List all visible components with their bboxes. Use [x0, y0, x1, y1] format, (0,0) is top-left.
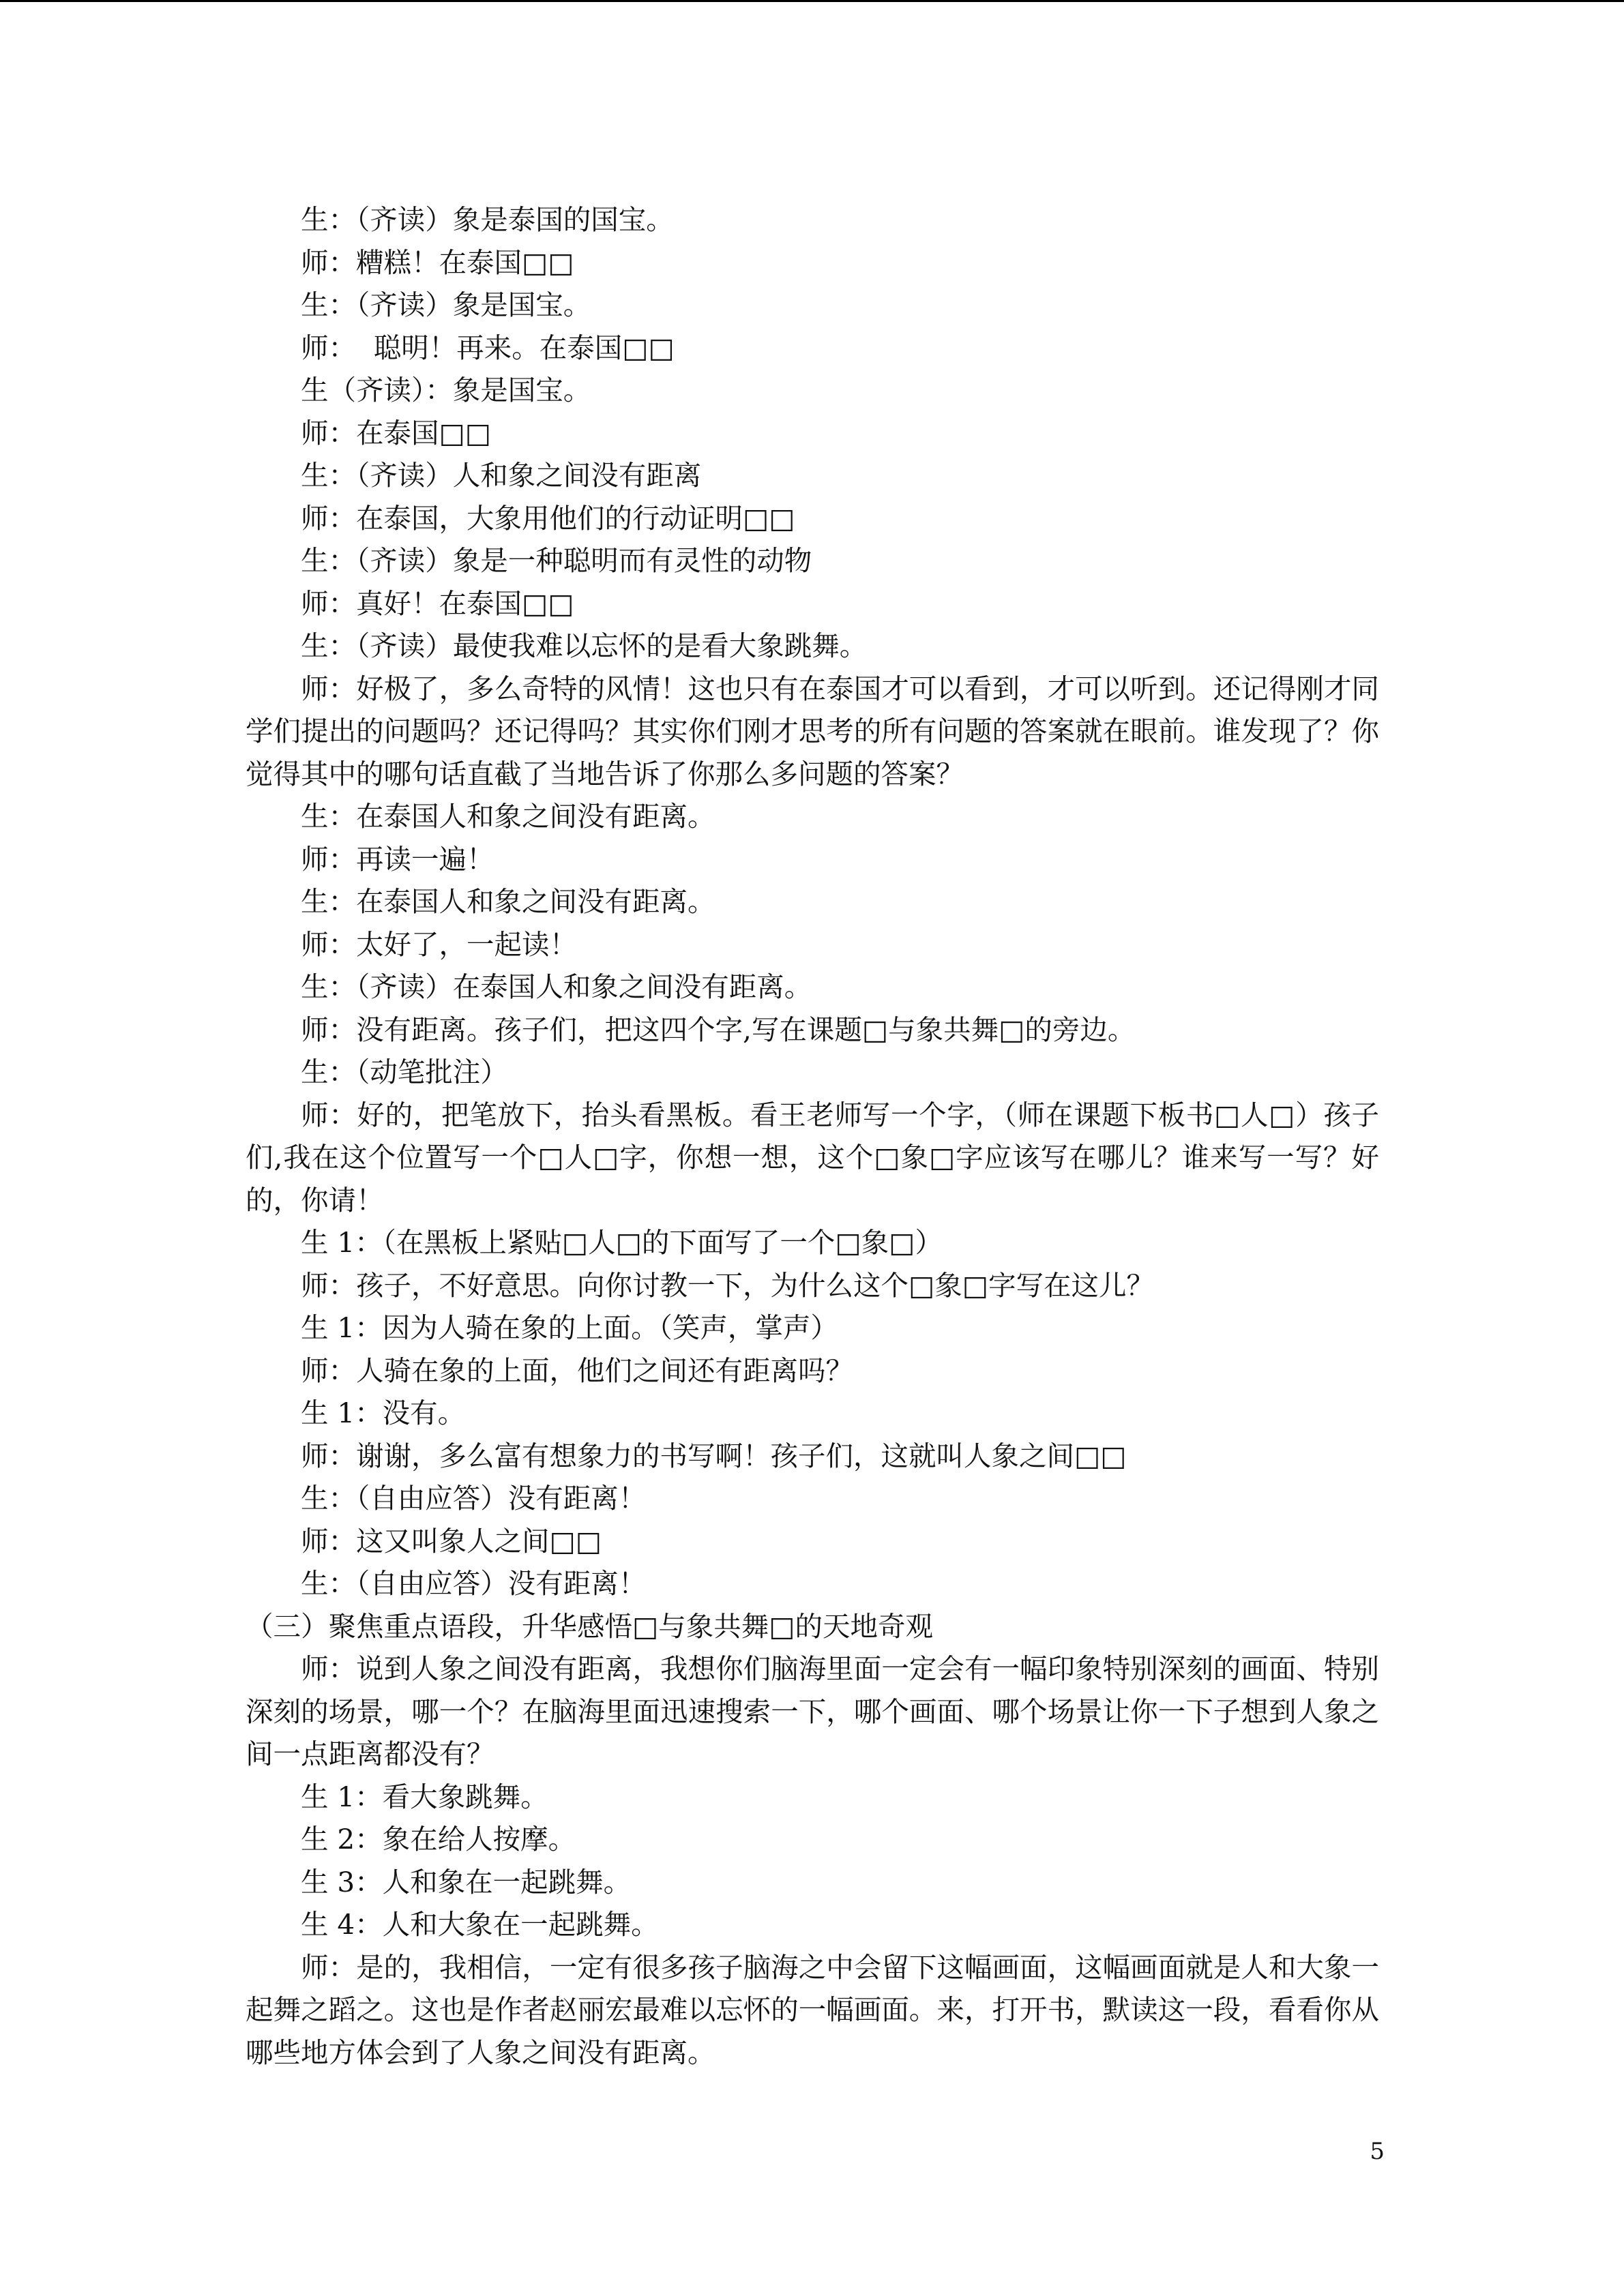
dialogue-paragraph: 生：（齐读）象是泰国的国宝。 — [301, 203, 674, 236]
dialogue-paragraph: 生：在泰国人和象之间没有距离。 — [301, 885, 715, 918]
dialogue-paragraph: 生 3：人和象在一起跳舞。 — [301, 1865, 632, 1898]
dialogue-paragraph: 师： 聪明！再来。在泰国□□ — [301, 331, 675, 364]
dialogue-paragraph: 生 4：人和大象在一起跳舞。 — [301, 1908, 659, 1941]
dialogue-paragraph: 师：好极了，多么奇特的风情！这也只有在泰国才可以看到，才可以听到。还记得刚才同学们提出的问题吗？还记得吗？其实你们刚才思考的所有问题的答案就在眼前。谁发现了？你觉得其中的哪句话直截了当地告诉了你那么多问题的答案？ — [246, 672, 1379, 790]
dialogue-paragraph: 生：（自由应答）没有距离！ — [301, 1482, 647, 1515]
dialogue-paragraph: 师：太好了，一起读！ — [301, 927, 577, 961]
dialogue-paragraph: 生 1：（在黑板上紧贴□人□的下面写了一个□象□） — [301, 1226, 943, 1259]
dialogue-paragraph: 生 2：象在给人按摩。 — [301, 1823, 576, 1855]
dialogue-paragraph: 师：这又叫象人之间□□ — [301, 1524, 602, 1557]
dialogue-paragraph: 生：（自由应答）没有距离！ — [301, 1567, 647, 1600]
dialogue-paragraph: 生：（齐读）象是国宝。 — [301, 288, 591, 321]
dialogue-paragraph: 师：真好！在泰国□□ — [301, 586, 574, 620]
dialogue-paragraph: 师：孩子，不好意思。向你讨教一下，为什么这个□象□字写在这儿？ — [301, 1268, 1155, 1302]
dialogue-paragraph: 生：在泰国人和象之间没有距离。 — [301, 800, 715, 833]
dialogue-paragraph: 师：人骑在象的上面，他们之间还有距离吗？ — [301, 1354, 853, 1387]
dialogue-paragraph: 师：糟糕！在泰国□□ — [301, 245, 574, 279]
dialogue-paragraph: 生 1：没有。 — [301, 1397, 466, 1429]
section-heading: （三）聚焦重点语段，升华感悟□与象共舞□的天地奇观 — [246, 1609, 934, 1643]
dialogue-paragraph: 师：没有距离。孩子们，把这四个字,写在课题□与象共舞□的旁边。 — [301, 1013, 1136, 1046]
dialogue-paragraph: 生：（齐读）象是一种聪明而有灵性的动物 — [301, 544, 812, 577]
dialogue-paragraph: 生 1：看大象跳舞。 — [301, 1780, 548, 1813]
dialogue-paragraph: 师：好的，把笔放下，抬头看黑板。看王老师写一个字，（师在课题下板书□人□）孩子们,我在这个位置写一个□人□字，你想一想，这个□象□字应该写在哪儿？谁来写一写？好的，你请！ — [246, 1098, 1379, 1217]
dialogue-paragraph: 生：（动笔批注） — [301, 1056, 508, 1088]
dialogue-paragraph: 生：（齐读）在泰国人和象之间没有距离。 — [301, 970, 812, 1003]
dialogue-paragraph: 生 1：因为人骑在象的上面。（笑声，掌声） — [301, 1311, 838, 1344]
dialogue-paragraph: 师：在泰国，大象用他们的行动证明□□ — [301, 501, 795, 535]
dialogue-paragraph: 师：在泰国□□ — [301, 416, 492, 449]
dialogue-paragraph: 师：谢谢，多么富有想象力的书写啊！孩子们，这就叫人象之间□□ — [301, 1439, 1127, 1472]
dialogue-paragraph: 生：（齐读）人和象之间没有距离 — [301, 459, 702, 492]
dialogue-paragraph: 生：（齐读）最使我难以忘怀的是看大象跳舞。 — [301, 629, 868, 662]
dialogue-paragraph: 师：是的，我相信，一定有很多孩子脑海之中会留下这幅画面，这幅画面就是人和大象一起舞之蹈之。这也是作者赵丽宏最难以忘怀的一幅画面。来，打开书，默读这一段，看看你从哪些地方体会到了人象之间没有距离。 — [246, 1950, 1379, 2069]
page-number: 5 — [1370, 2138, 1385, 2165]
page-body — [246, 198, 1379, 2074]
dialogue-paragraph: 师：说到人象之间没有距离，我想你们脑海里面一定会有一幅印象特别深刻的画面、特别深刻的场景，哪一个？在脑海里面迅速搜索一下，哪个画面、哪个场景让你一下子想到人象之间一点距离都没有？ — [246, 1652, 1379, 1770]
dialogue-paragraph: 生（齐读）：象是国宝。 — [301, 374, 591, 406]
dialogue-paragraph: 师：再读一遍！ — [301, 842, 494, 876]
